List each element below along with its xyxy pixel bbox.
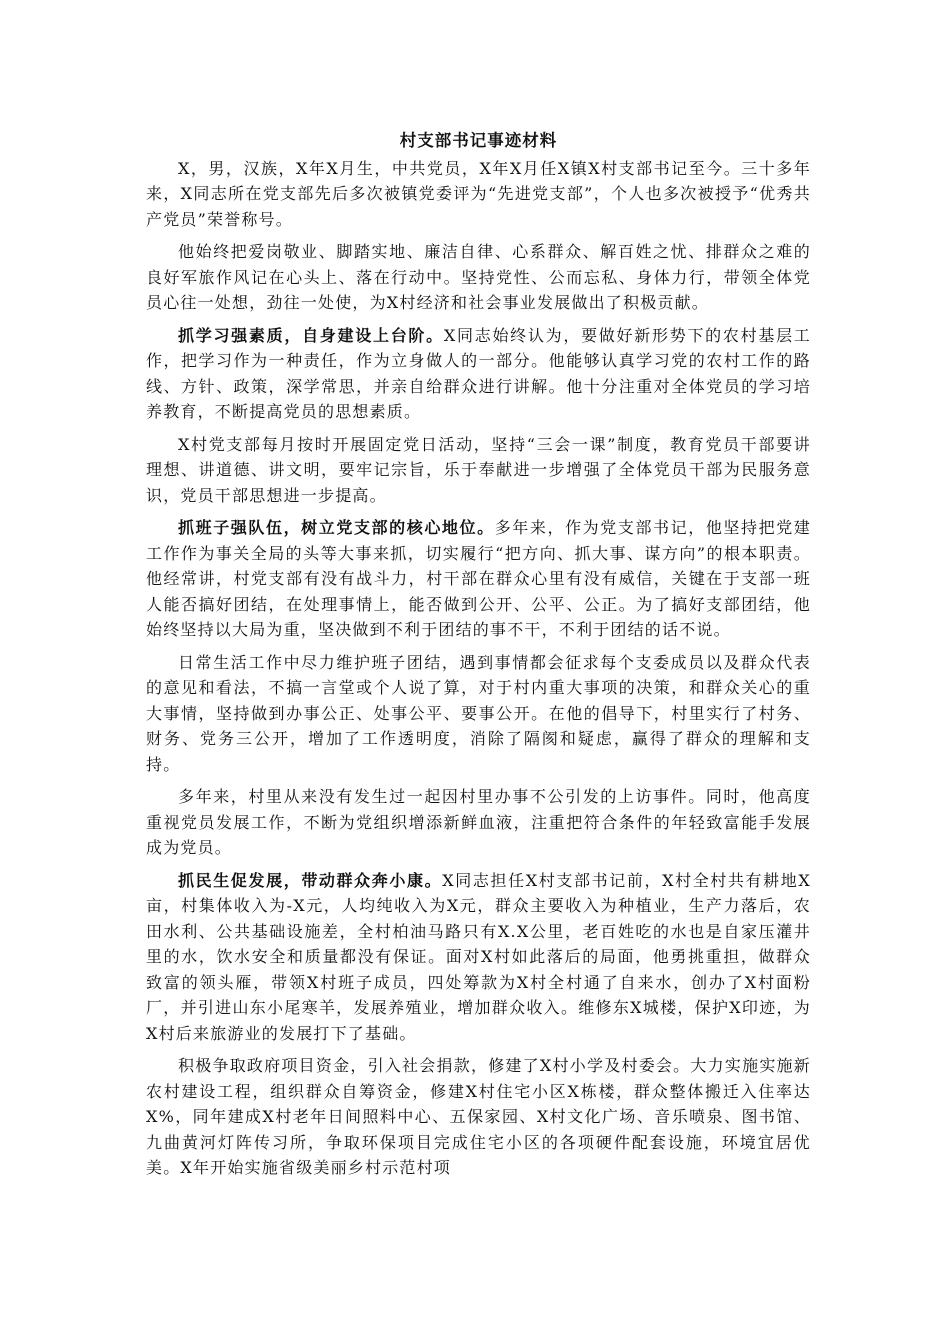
- paragraph-6: [146, 650, 811, 778]
- paragraph-2: [146, 239, 811, 316]
- paragraph-text: 多年来，村里从来没有发生过一起因村里办事不公引发的上访事件。同时，他高度重视党员发展工作，不断为党组织增添新鲜血液，注重把符合条件的年轻致富能手发展成为党员。: [146, 787, 811, 857]
- paragraph-text: X同志始终认为，要做好新形势下的农村基层工作，把学习作为一种责任，作为立身做人的一部分。他能够认真学习党的农村工作的路线、方针、政策，深学常思，并亲自给群众进行讲解。他十分注重对全体党员的学习培养教育，不断提高党员的思想素质。: [146, 325, 811, 421]
- section-heading-team: 抓班子强队伍，树立党支部的核心地位。: [178, 518, 495, 537]
- paragraph-3: [146, 323, 811, 425]
- paragraph-text: 积极争取政府项目资金，引入社会捐款，修建了X村小学及村委会。大力实施实施新农村建设工程，组织群众自筹资金，修建X村住宅小区X栋楼，群众整体搬迁入住率达X%，同年建成X村老年日间照料中心、五保家园、X村文化广场、音乐喷泉、图书馆、九曲黄河灯阵传习所，争取环保项目完成住宅小区的各项硬件配套设施，环境宜居优美。X年开始实施省级美丽乡村示范村项: [146, 1056, 811, 1177]
- document-page: [146, 128, 811, 1188]
- section-heading-study: 抓学习强素质，自身建设上台阶。: [178, 325, 444, 345]
- paragraph-4: [146, 432, 811, 509]
- paragraph-text: X，男，汉族，X年X月生，中共党员，X年X月任X镇X村支部书记至今。三十多年来，X同志所在党支部先后多次被镇党委评为“先进党支部”，个人也多次被授予“优秀共产党员”荣誉称号。: [146, 158, 811, 229]
- paragraph-text: X村党支部每月按时开展固定党日活动，坚持“三会一课”制度，教育党员干部要讲理想、讲道德、讲文明，要牢记宗旨，乐于奉献进一步增强了全体党员干部为民服务意识，党员干部思想进一步提高。: [146, 434, 811, 505]
- paragraph-8: [146, 868, 811, 1047]
- paragraph-text: X同志担任X村支部书记前，X村全村共有耕地X亩，村集体收入为-X元，人均纯收入为X元，群众主要收入为种植业，生产力落后，农田水利、公共基础设施差，全村柏油马路只有X.X公里，老百姓吃的水也是自家压灌井里的水，饮水安全和质量都没有保证。面对X村如此落后的局面，他勇挑重担，做群众致富的领头雁，带领X村班子成员，四处筹款为X村全村通了自来水，创办了X村面粉厂，并引进山东小尾寒羊，发展养殖业，增加群众收入。维修东X城楼，保护X印迹，为X村后来旅游业的发展打下了基础。: [146, 870, 811, 1043]
- paragraph-9: [146, 1053, 811, 1181]
- section-heading-livelihood: 抓民生促发展，带动群众奔小康。: [178, 870, 443, 890]
- paragraph-1: [146, 156, 811, 233]
- paragraph-text: 日常生活工作中尽力维护班子团结，遇到事情都会征求每个支委成员以及群众代表的意见和看法，不搞一言堂或个人说了算，对于村内重大事项的决策，和群众关心的重大事情，坚持做到办事公正、处事公平、要事公开。在他的倡导下，村里实行了村务、财务、党务三公开，增加了工作透明度，消除了隔阂和疑虑，赢得了群众的理解和支持。: [146, 652, 811, 774]
- paragraph-7: [146, 784, 811, 861]
- document-title: 村支部书记事迹材料: [399, 131, 558, 150]
- paragraph-text: 他始终把爱岗敬业、脚踏实地、廉洁自律、心系群众、解百姓之忧、排群众之难的良好军旅作风记在心头上、落在行动中。坚持党性、公而忘私、身体力行，带领全体党员心往一处想，劲往一处使，为X村经济和社会事业发展做出了积极贡献。: [146, 242, 811, 312]
- paragraph-5: [146, 515, 811, 643]
- paragraph-text: 多年来，作为党支部书记，他坚持把党建工作作为事关全局的头等大事来抓，切实履行“把方向、抓大事、谋方向”的根本职责。他经常讲，村党支部有没有战斗力，村干部在群众心里有没有威信，关键在于支部一班人能否搞好团结，在处理事情上，能否做到公开、公平、公正。为了搞好支部团结，他始终坚持以大局为重，坚决做到不利于团结的事不干，不利于团结的话不说。: [146, 518, 811, 639]
